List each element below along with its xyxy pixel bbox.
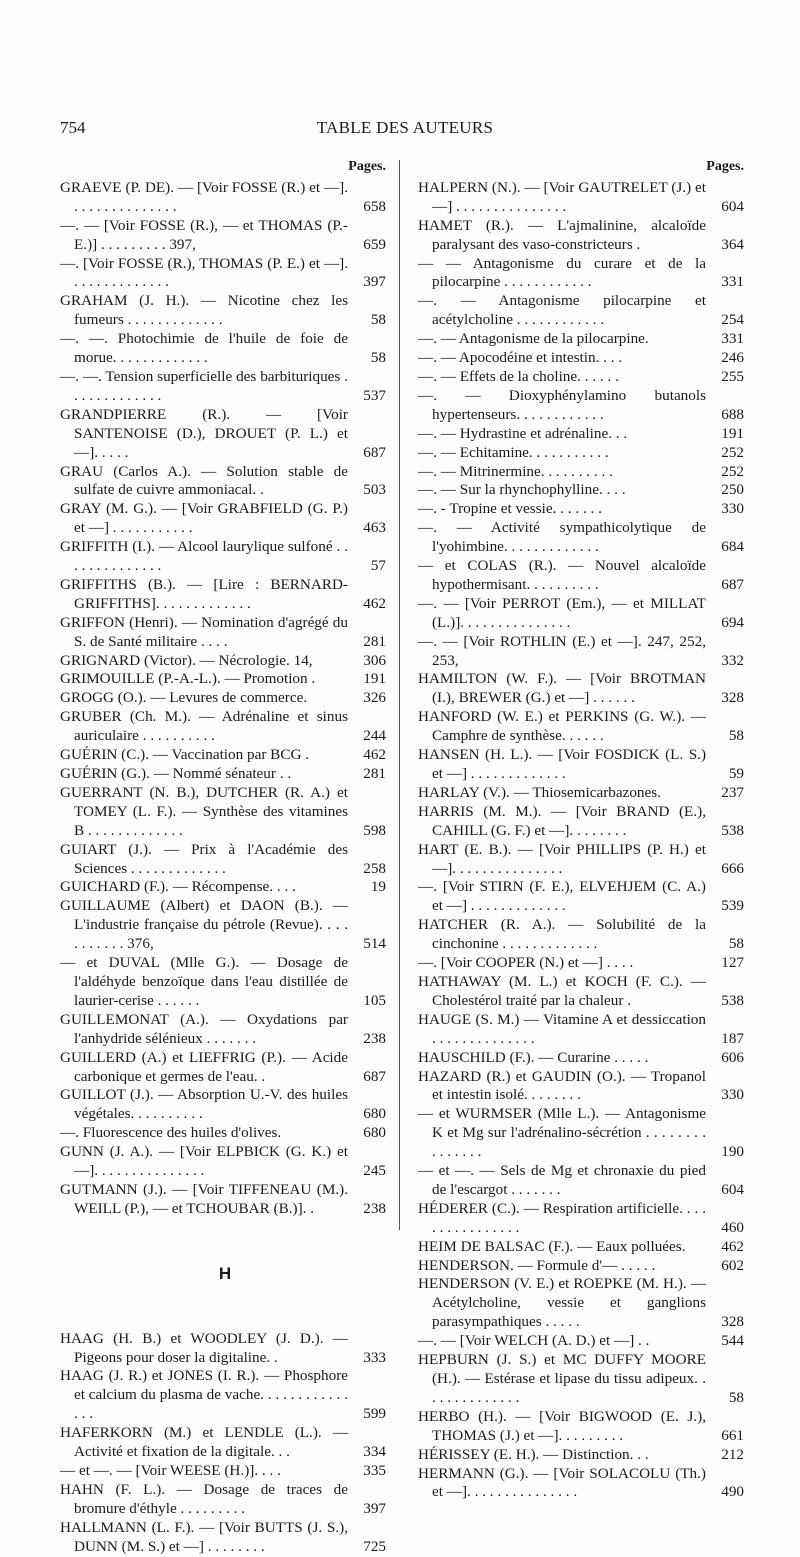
index-entry — [418, 1351, 748, 1408]
entry-pages: 332 — [721, 651, 744, 669]
entry-text: — — Antagonisme du curare et de la pilocarpine . . . . . . . . . . . . — [418, 254, 706, 291]
index-entry — [418, 878, 748, 916]
entry-pages: 661 — [721, 1426, 744, 1444]
entry-pages: 250 — [721, 481, 744, 499]
entry-text: —. — [Voir WELCH (A. D.) et —] . . — [418, 1332, 650, 1350]
entry-pages: 684 — [721, 538, 744, 556]
index-entry — [418, 349, 748, 368]
index-entry — [418, 954, 748, 973]
entry-pages: 58 — [728, 1388, 744, 1406]
entry-text: HAMILTON (W. F.). — [Voir BROTMAN (I.), BREWER (G.) et —] . . . . . . — [418, 670, 706, 707]
right-column — [418, 158, 748, 1502]
entry-pages: 397 — [363, 1499, 386, 1517]
entry-pages: 59 — [728, 765, 744, 782]
index-entry — [60, 406, 390, 463]
entry-text: HANFORD (W. E.) et PERKINS (G. W.). — Camphre de synthèse. . . . . . — [418, 708, 706, 745]
index-entry — [418, 1275, 748, 1332]
entry-text: HANSEN (H. L.). — [Voir FOSDICK (L. S.) et —] . . . . . . . . . . . . . — [418, 746, 706, 782]
index-entry — [418, 500, 748, 519]
index-entry — [418, 595, 748, 633]
index-entry — [60, 1124, 390, 1143]
index-entry — [418, 444, 748, 463]
entry-text: HERBO (H.). — [Voir BIGWOOD (E. J.), THOMAS (J.) et —]. . . . . . . . . — [418, 1407, 706, 1444]
index-entry — [418, 425, 748, 444]
entry-pages: 666 — [721, 859, 744, 877]
entry-text: HEIM DE BALSAC (F.). — Eaux polluées. — [418, 1237, 686, 1255]
entry-text: HAAG (H. B.) et WOODLEY (J. D.). — Pigeons pour doser la digitaline. . — [60, 1329, 348, 1366]
entry-pages: 281 — [363, 632, 386, 650]
entry-text: — et DUVAL (Mlle G.). — Dosage de l'aldéhyde benzoïque dans l'eau distillée de laurier-cerise . . . . . . — [60, 954, 348, 1009]
index-entry — [418, 1105, 748, 1162]
entry-text: —. [Voir FOSSE (R.), THOMAS (P. E.) et —]. . . . . . . . . . . . . . — [60, 254, 348, 291]
entry-text: HEPBURN (J. S.) et MC DUFFY MOORE (H.). — Estérase et lipase du tissu adipeux. . . . . . . . . . . . . . — [418, 1351, 706, 1406]
index-entry — [418, 557, 748, 595]
entry-pages: 687 — [721, 575, 744, 593]
index-entry — [418, 1200, 748, 1238]
index-entry — [60, 1330, 390, 1368]
index-entry — [60, 255, 390, 293]
entry-text: GUIART (J.). — Prix à l'Académie des Sciences . . . . . . . . . . . . . — [60, 840, 348, 877]
entry-pages: 680 — [363, 1124, 386, 1142]
entry-pages: 254 — [721, 311, 744, 329]
entry-pages: 462 — [363, 594, 386, 612]
entry-pages: 687 — [363, 443, 386, 461]
index-entry — [418, 708, 748, 746]
entry-text: GRUBER (Ch. M.). — Adrénaline et sinus auriculaire . . . . . . . . . . — [60, 708, 348, 745]
index-entry — [418, 368, 748, 387]
entry-pages: 326 — [363, 689, 386, 707]
index-entry — [418, 1049, 748, 1068]
entry-text: GUICHARD (F.). — Récompense. . . . — [60, 878, 296, 896]
entry-text: HART (E. B.). — [Voir PHILLIPS (P. H.) et —]. . . . . . . . . . . . . . . — [418, 840, 706, 877]
entry-pages: 604 — [721, 1180, 744, 1198]
entry-pages: 544 — [721, 1332, 744, 1350]
entry-pages: 19 — [370, 878, 386, 896]
entry-text: GRIFFON (Henri). — Nomination d'agrégé du S. de Santé militaire . . . . — [60, 613, 348, 650]
entry-pages: 306 — [363, 651, 386, 669]
index-entry — [60, 1181, 390, 1219]
entry-pages: 331 — [721, 273, 744, 291]
entry-text: —. — Hydrastine et adrénaline. . . — [418, 424, 628, 442]
entry-text: GRAEVE (P. DE). — [Voir FOSSE (R.) et —]. . . . . . . . . . . . . . . — [60, 178, 348, 215]
entry-text: —. — Apocodéine et intestin. . . . — [418, 349, 623, 367]
index-entry — [418, 330, 748, 349]
entry-text: GUILLEMONAT (A.). — Oxydations par l'anhydride sélénieux . . . . . . . — [60, 1010, 348, 1047]
entry-text: HALPERN (N.). — [Voir GAUTRELET (J.) et —] . . . . . . . . . . . . . . . — [418, 178, 706, 215]
entry-pages: 725 — [363, 1537, 386, 1555]
entry-pages: 462 — [721, 1237, 744, 1255]
entry-text: — et —. — [Voir WEESE (H.)]. . . . — [60, 1462, 281, 1479]
index-entry — [418, 1465, 748, 1503]
entry-text: GRIFFITH (I.). — Alcool laurylique sulfoné . . . . . . . . . . . . . . — [60, 538, 348, 575]
entry-pages: 255 — [721, 367, 744, 385]
index-entry — [418, 633, 748, 671]
entry-text: GUTMANN (J.). — [Voir TIFFENEAU (M.). WEILL (P.), — et TCHOUBAR (B.)]. . — [60, 1180, 348, 1217]
index-entry — [418, 670, 748, 708]
entry-pages: 602 — [721, 1256, 744, 1274]
left-h-entries — [60, 1330, 390, 1557]
index-entry — [418, 841, 748, 879]
index-entry — [60, 500, 390, 538]
entry-pages: 245 — [363, 1162, 386, 1180]
index-entry — [60, 784, 390, 841]
index-entry — [60, 746, 390, 765]
index-entry — [418, 1332, 748, 1351]
entry-text: GUNN (J. A.). — [Voir ELPBICK (G. K.) et —]. . . . . . . . . . . . . . . — [60, 1143, 348, 1180]
index-entry — [418, 1011, 748, 1049]
entry-pages: 252 — [721, 462, 744, 480]
entry-pages: 191 — [363, 670, 386, 688]
entry-pages: 687 — [363, 1067, 386, 1085]
entry-pages: 58 — [370, 311, 386, 329]
index-entry — [60, 954, 390, 1011]
index-entry — [60, 1424, 390, 1462]
entry-pages: 191 — [721, 424, 744, 442]
entry-text: GUÉRIN (G.). — Nommé sénateur . . — [60, 765, 292, 782]
left-entries — [60, 179, 390, 1219]
entry-text: — et COLAS (R.). — Nouvel alcaloïde hypothermisant. . . . . . . . . . — [418, 557, 706, 593]
entry-text: GRIMOUILLE (P.-A.-L.). — Promotion . — [60, 670, 316, 688]
entry-pages: 538 — [721, 991, 744, 1009]
entry-text: HAUSCHILD (F.). — Curarine . . . . . — [418, 1048, 649, 1066]
entry-pages: 281 — [363, 765, 386, 782]
entry-text: HARLAY (V.). — Thiosemicarbazones. — [418, 783, 661, 801]
entry-pages: 335 — [363, 1462, 386, 1479]
index-entry — [418, 784, 748, 803]
index-entry — [60, 292, 390, 330]
index-entry — [60, 368, 390, 406]
index-entry — [60, 463, 390, 501]
entry-text: HARRIS (M. M.). — [Voir BRAND (E.), CAHILL (G. F.) et —]. . . . . . . . — [418, 802, 706, 839]
entry-pages: 258 — [363, 859, 386, 877]
index-entry — [60, 330, 390, 368]
entry-text: HENDERSON. — Formule d'— . . . . . — [418, 1256, 656, 1274]
entry-text: HÉRISSEY (E. H.). — Distinction. . . — [418, 1445, 649, 1463]
entry-pages: 333 — [363, 1348, 386, 1366]
index-entry — [418, 1257, 748, 1276]
index-entry — [60, 878, 390, 897]
index-entry — [418, 973, 748, 1011]
index-entry — [60, 217, 390, 255]
entry-text: —. — Antagonisme de la pilocarpine. — [418, 330, 649, 348]
entry-text: —. — Effets de la choline. . . . . . — [418, 367, 619, 385]
entry-text: HÉDERER (C.). — Respiration artificielle. . . . . . . . . . . . . . . . — [418, 1199, 706, 1236]
entry-pages: 462 — [363, 746, 386, 764]
entry-text: —. — Antagonisme pilocarpine et acétylcholine . . . . . . . . . . . . — [418, 292, 706, 329]
index-entry — [418, 1238, 748, 1257]
entry-pages: 57 — [370, 557, 386, 575]
index-entry — [60, 179, 390, 217]
index-entry — [60, 689, 390, 708]
index-entry — [418, 217, 748, 255]
entry-text: —. - Tropine et vessie. . . . . . . — [418, 500, 602, 518]
entry-pages: 539 — [721, 897, 744, 915]
entry-text: —. Fluorescence des huiles d'olives. — [60, 1124, 282, 1142]
index-entry — [60, 614, 390, 652]
entry-pages: 688 — [721, 405, 744, 423]
entry-text: GUILLAUME (Albert) et DAON (B.). — L'industrie française du pétrole (Revue). . . . . . . . . . . 376, — [60, 897, 348, 953]
entry-pages: 190 — [721, 1143, 744, 1161]
entry-pages: 537 — [363, 386, 386, 404]
entry-pages: 604 — [721, 197, 744, 215]
entry-pages: 397 — [363, 273, 386, 291]
entry-pages: 598 — [363, 821, 386, 839]
entry-text: HAHN (F. L.). — Dosage de traces de bromure d'éthyle . . . . . . . . . — [60, 1480, 348, 1517]
entry-pages: 246 — [721, 349, 744, 367]
entry-pages: 460 — [721, 1218, 744, 1236]
entry-text: —. [Voir COOPER (N.) et —] . . . . — [418, 954, 634, 972]
entry-text: HALLMANN (L. F.). — [Voir BUTTS (J. S.), DUNN (M. S.) et —] . . . . . . . . — [60, 1518, 348, 1555]
entry-text: GRAU (Carlos A.). — Solution stable de sulfate de cuivre ammoniacal. . — [60, 462, 348, 499]
index-entry — [60, 576, 390, 614]
entry-pages: 238 — [363, 1029, 386, 1047]
index-entry — [418, 1068, 748, 1106]
entry-pages: 606 — [721, 1048, 744, 1066]
entry-text: GUILLERD (A.) et LIEFFRIG (P.). — Acide carbonique et germes de l'eau. . — [60, 1048, 348, 1085]
entry-text: —. — Echitamine. . . . . . . . . . . — [418, 443, 609, 461]
entry-text: —. — [Voir FOSSE (R.), — et THOMAS (P.-E.)] . . . . . . . . . 397, — [60, 216, 348, 253]
index-entry — [60, 897, 390, 954]
column-divider — [399, 160, 400, 1230]
index-entry — [418, 746, 748, 784]
entry-pages: 680 — [363, 1105, 386, 1123]
left-column — [60, 158, 390, 1557]
entry-text: GRANDPIERRE (R.). — [Voir SANTENOISE (D.), DROUET (P. L.) et —]. . . . . — [60, 405, 348, 461]
index-entry — [418, 519, 748, 557]
entry-pages: 252 — [721, 443, 744, 461]
entry-pages: 503 — [363, 481, 386, 499]
section-letter-h: H — [218, 1263, 232, 1283]
entry-pages: 364 — [721, 235, 744, 253]
running-header — [60, 118, 750, 142]
entry-text: —. — Sur la rhynchophylline. . . . — [418, 481, 626, 499]
entry-text: —. — [Voir ROTHLIN (E.) et —]. 247, 252, 253, — [418, 632, 706, 669]
index-entry — [418, 803, 748, 841]
entry-text: HAFERKORN (M.) et LENDLE (L.). — Activité et fixation de la digitale. . . — [60, 1424, 348, 1461]
entry-text: GRIGNARD (Victor). — Nécrologie. 14, — [60, 651, 313, 669]
index-entry — [60, 1049, 390, 1087]
entry-text: —. [Voir STIRN (F. E.), ELVEHJEM (C. A.) et —] . . . . . . . . . . . . . — [418, 878, 706, 915]
entry-pages: 599 — [363, 1405, 386, 1423]
index-entry — [418, 292, 748, 330]
index-entry — [60, 1367, 390, 1424]
entry-pages: 538 — [721, 821, 744, 839]
entry-text: —. — Activité sympathicolytique de l'yohimbine. . . . . . . . . . . . . — [418, 519, 706, 556]
entry-pages: 328 — [721, 689, 744, 707]
entry-pages: 330 — [721, 1086, 744, 1104]
index-entry — [418, 255, 748, 293]
entry-pages: 187 — [721, 1029, 744, 1047]
entry-pages: 237 — [721, 783, 744, 801]
entry-text: HERMANN (G.). — [Voir SOLACOLU (Th.) et —]. . . . . . . . . . . . . . . — [418, 1464, 706, 1501]
entry-pages: 334 — [363, 1443, 386, 1461]
index-entry — [60, 538, 390, 576]
entry-pages: 463 — [363, 519, 386, 537]
entry-text: GUILLOT (J.). — Absorption U.-V. des huiles végétales. . . . . . . . . . — [60, 1086, 348, 1123]
entry-text: —. — Dioxyphénylamino butanols hypertenseurs. . . . . . . . . . . . — [418, 386, 706, 423]
entry-text: HAAG (J. R.) et JONES (I. R.). — Phosphore et calcium du plasma de vache. . . . . . . . . . . . . . . — [60, 1367, 348, 1423]
entry-pages: 105 — [363, 991, 386, 1009]
index-entry — [418, 481, 748, 500]
index-entry — [418, 387, 748, 425]
index-entry — [60, 1481, 390, 1519]
index-entry — [60, 1462, 390, 1481]
index-entry — [60, 652, 390, 671]
entry-text: GRAY (M. G.). — [Voir GRABFIELD (G. P.) et —] . . . . . . . . . . . — [60, 500, 348, 537]
index-entry — [60, 1086, 390, 1124]
entry-text: — et WURMSER (Mlle L.). — Antagonisme K et Mg sur l'adrénalino-sécrétion . . . . . . . . . . . . . . . — [418, 1105, 706, 1161]
entry-text: GUÉRIN (C.). — Vaccination par BCG . — [60, 746, 310, 764]
running-title: TABLE DES AUTEURS — [316, 118, 494, 137]
entry-pages: 659 — [363, 235, 386, 253]
entry-text: —. — Mitrinermine. . . . . . . . . . — [418, 462, 613, 480]
entry-pages: 330 — [721, 500, 744, 518]
right-entries — [418, 179, 748, 1502]
entry-pages: 694 — [721, 613, 744, 631]
entry-text: GRIFFITHS (B.). — [Lire : BERNARD-GRIFFITHS]. . . . . . . . . . . . . — [60, 575, 348, 612]
index-entry — [60, 765, 390, 784]
entry-text: GUERRANT (N. B.), DUTCHER (R. A.) et TOMEY (L. F.). — Synthèse des vitamines B . . . . . . . . . . . . . — [60, 783, 348, 839]
entry-pages: 514 — [363, 935, 386, 953]
entry-pages: 238 — [363, 1199, 386, 1217]
entry-text: HATCHER (R. A.). — Solubilité de la cinchonine . . . . . . . . . . . . . — [418, 916, 706, 953]
index-entry — [418, 1408, 748, 1446]
index-entry — [418, 916, 748, 954]
index-entry — [418, 1162, 748, 1200]
pages-column-label: Pages. — [706, 159, 744, 174]
entry-text: —. —. Photochimie de l'huile de foie de morue. . . . . . . . . . . . . — [60, 330, 348, 367]
entry-pages: 658 — [363, 197, 386, 215]
index-entry — [418, 179, 748, 217]
entry-pages: 58 — [370, 349, 386, 367]
entry-pages: 331 — [721, 330, 744, 348]
entry-pages: 58 — [728, 727, 744, 745]
entry-text: HAUGE (S. M.) — Vitamine A et dessiccation . . . . . . . . . . . . . . — [418, 1010, 706, 1047]
pages-column-label: Pages. — [348, 159, 386, 174]
entry-text: HENDERSON (V. E.) et ROEPKE (M. H.). — Acétylcholine, vessie et ganglions parasympathiques . . . . . — [418, 1275, 706, 1331]
index-entry — [60, 670, 390, 689]
entry-pages: 127 — [721, 954, 744, 972]
entry-text: GRAHAM (J. H.). — Nicotine chez les fumeurs . . . . . . . . . . . . . — [60, 292, 348, 329]
entry-pages: 490 — [721, 1483, 744, 1501]
entry-text: HAMET (R.). — L'ajmalinine, alcaloïde paralysant des vaso-constricteurs . — [418, 216, 706, 253]
index-entry — [418, 1446, 748, 1465]
index-entry — [60, 1011, 390, 1049]
index-entry — [60, 841, 390, 879]
index-entry — [60, 1143, 390, 1181]
index-entry — [60, 708, 390, 746]
entry-pages: 58 — [728, 935, 744, 953]
entry-text: —. —. Tension superficielle des barbituriques . . . . . . . . . . . . . — [60, 367, 348, 404]
entry-pages: 244 — [363, 727, 386, 745]
index-entry — [60, 1519, 390, 1557]
entry-pages: 328 — [721, 1313, 744, 1331]
entry-text: — et —. — Sels de Mg et chronaxie du pied de l'escargot . . . . . . . — [418, 1162, 706, 1198]
page-number: 754 — [60, 118, 86, 137]
entry-text: GROGG (O.). — Levures de commerce. — [60, 689, 308, 707]
entry-text: HAZARD (R.) et GAUDIN (O.). — Tropanol et intestin isolé. . . . . . . . — [418, 1067, 706, 1104]
entry-text: HATHAWAY (M. L.) et KOCH (F. C.). — Cholestérol traité par la chaleur . — [418, 972, 706, 1009]
index-entry — [418, 463, 748, 482]
entry-text: —. — [Voir PERROT (Em.), — et MILLAT (L.)]. . . . . . . . . . . . . . . — [418, 594, 706, 631]
entry-pages: 212 — [721, 1445, 744, 1463]
